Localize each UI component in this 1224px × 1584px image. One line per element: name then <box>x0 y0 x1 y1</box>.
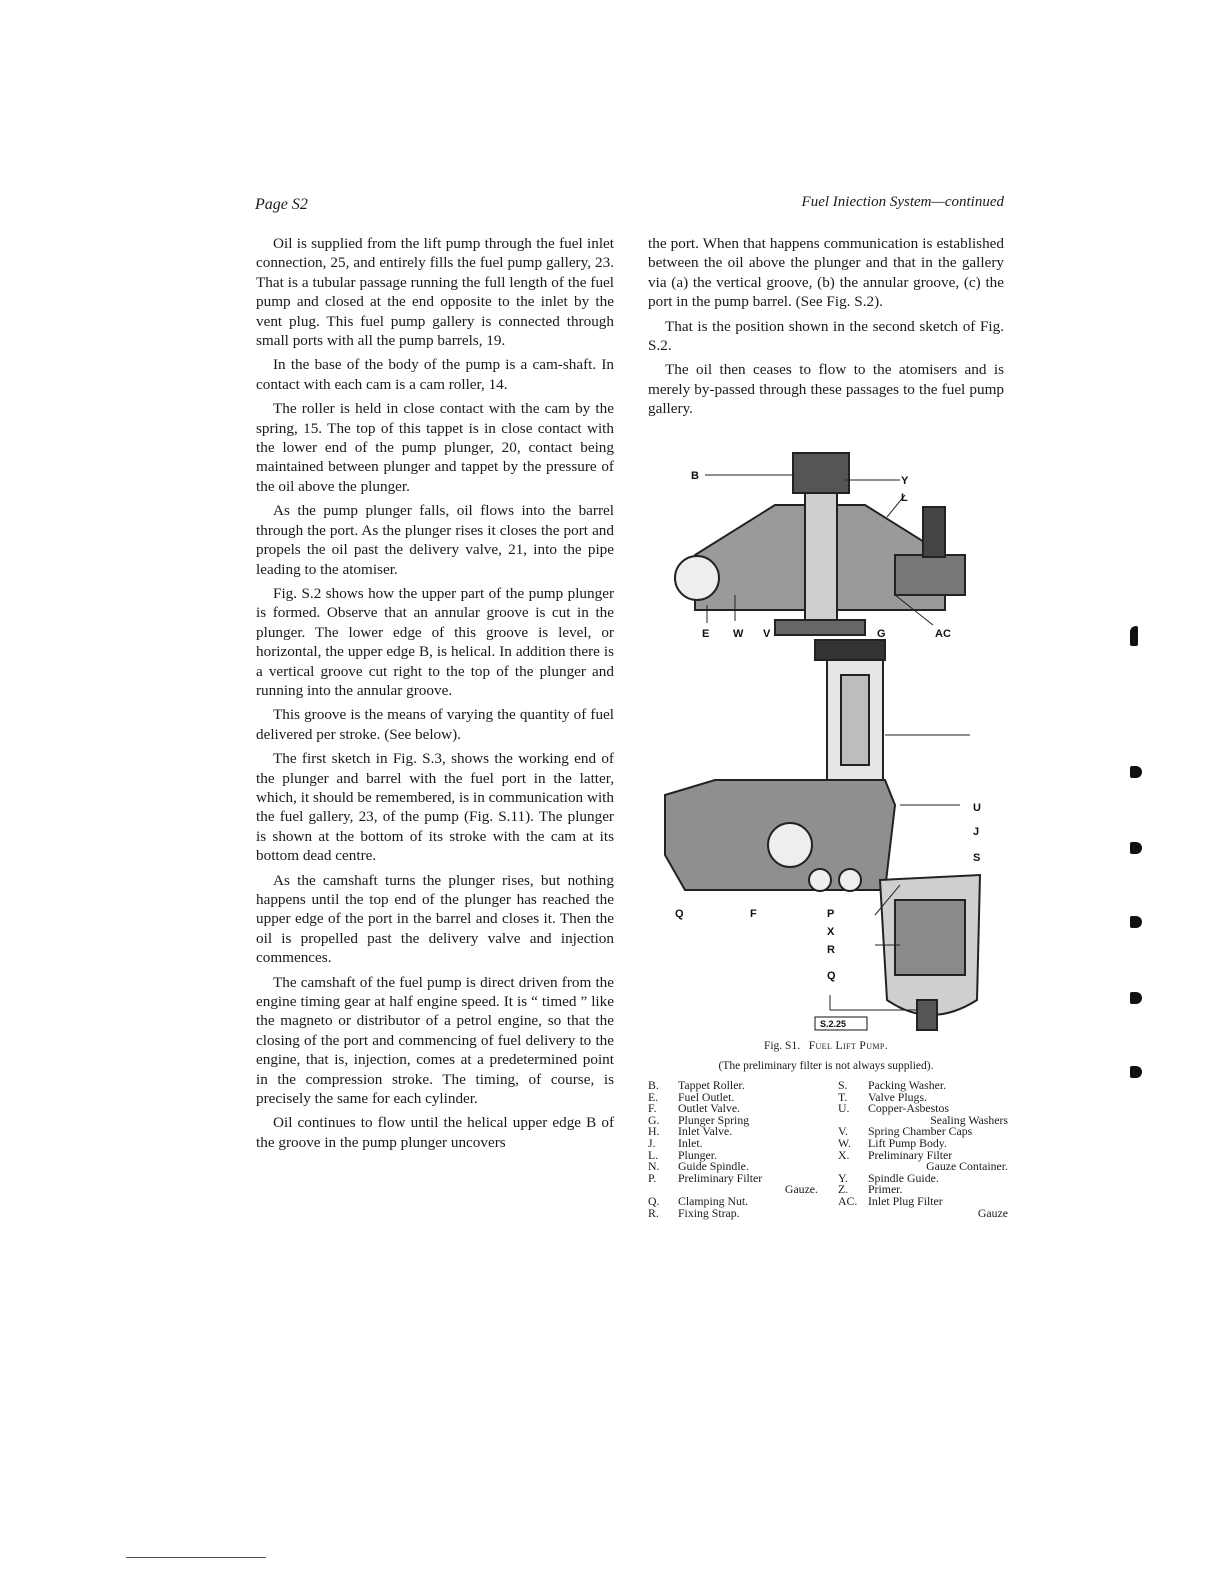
legend-value-text: Primer. <box>868 1182 903 1197</box>
figure-caption <box>648 1040 1004 1052</box>
legend-key: AC. <box>838 1193 858 1208</box>
legend-value-text: Copper-Asbestos <box>868 1101 950 1116</box>
legend-key: L. <box>648 1147 659 1162</box>
label-r: R <box>827 944 835 956</box>
legend-value <box>868 1103 1008 1126</box>
label-f: F <box>750 908 757 920</box>
legend-value-continuation: Gauze Container. <box>926 1159 1008 1174</box>
running-header: Fuel Iniection System—continued <box>801 194 1004 210</box>
inlet-fitting <box>923 507 945 557</box>
label-j: J <box>973 826 980 838</box>
filter-gauze <box>895 900 965 975</box>
paragraph: Oil continues to flow until the helical upper edge B of the groove in the pump plunger uncovers <box>256 1114 614 1151</box>
label-e: E <box>702 628 710 640</box>
paragraph: That is the position shown in the second sketch of Fig. S.2. <box>648 317 1004 355</box>
legend-value-text: Plunger. <box>678 1147 717 1162</box>
paragraph: the port. When that happens communication is established between the oil above the plunger and that in the gallery via (a) the vertical groove, (b) the annular groove, (c) the port in the pump barrel. (See Fig. S.2). <box>648 235 1004 311</box>
primer-cap <box>793 453 849 493</box>
body-port <box>768 823 812 867</box>
label-g: G <box>877 628 886 640</box>
legend-item <box>648 1126 818 1138</box>
scan-edge-mark <box>1130 842 1142 854</box>
paragraph: Oil is supplied from the lift pump through the fuel inlet connection, 25, and entirely fills the fuel pump gallery, 23. That is a tubular passage running the full length of the fuel pump and closed at the end opposite to the inlet by the vent plug. This fuel pump gallery is connected through small ports with all the pump barrels, 19. <box>256 235 614 350</box>
right-text-column <box>648 234 1004 424</box>
legend-value-text: Preliminary Filter <box>678 1170 763 1185</box>
legend-right <box>838 1080 1008 1238</box>
paragraph: The camshaft of the fuel pump is direct driven from the engine timing gear at half engine speed. It is “ timed ” like the magneto or distributor of a petrol engine, so that the closing of the port and commencing of fuel delivery to the engine, that is, injection, comes at a predetermined point in the compression stroke. The timing, of course, is precisely the same for each cylinder. <box>256 973 614 1108</box>
legend-value-text: Plunger Spring <box>678 1112 750 1127</box>
page-number: Page S2 <box>255 196 308 213</box>
legend-item <box>648 1170 818 1197</box>
label-y: Y <box>901 475 909 487</box>
legend-key: V. <box>838 1124 848 1139</box>
legend-value-text: Packing Washer. <box>868 1080 947 1092</box>
legend-key: N. <box>648 1159 660 1174</box>
legend-key: F. <box>648 1101 657 1116</box>
paragraph: In the base of the body of the pump is a cam-shaft. In contact with each cam is a cam roller, 14. <box>256 356 614 393</box>
legend-value-text: Valve Plugs. <box>868 1089 927 1104</box>
legend-key: X. <box>838 1147 850 1162</box>
legend-value-text: Fixing Strap. <box>678 1205 740 1220</box>
body-port <box>809 869 831 891</box>
legend-value-text: Tappet Roller. <box>678 1080 745 1092</box>
scan-edge-mark <box>1130 992 1142 1004</box>
inlet-plug <box>895 555 965 595</box>
legend-value <box>868 1147 1008 1174</box>
label-l: L <box>901 492 908 504</box>
legend-item <box>838 1147 1008 1174</box>
legend-value-continuation: Gauze <box>977 1205 1008 1220</box>
paragraph: The oil then ceases to flow to the atomisers and is merely by-passed through these passages to the fuel pump gallery. <box>648 361 1004 418</box>
paragraph: This groove is the means of varying the quantity of fuel delivered per stroke. (See below). <box>256 706 614 743</box>
label-q: Q <box>827 970 836 982</box>
legend-key: S. <box>838 1080 848 1092</box>
figure-number: Fig. S1. <box>763 1040 801 1052</box>
scan-edge-mark <box>1130 916 1142 928</box>
legend-value <box>678 1205 818 1220</box>
figure-title: Fuel Lift Pump. <box>808 1040 889 1052</box>
legend-item <box>648 1135 818 1150</box>
legend-value-text: Outlet Valve. <box>678 1101 741 1116</box>
footnote-rule <box>126 1557 266 1558</box>
legend-key: J. <box>648 1135 656 1150</box>
legend-key: Q. <box>648 1193 660 1208</box>
fuel-lift-pump-figure <box>655 445 985 1035</box>
legend-value-text: Lift Pump Body. <box>868 1135 947 1150</box>
paragraph: As the camshaft turns the plunger rises, but nothing happens until the top end of the plunger has reached the upper edge of the port in the barrel and closes it. Then the oil is propelled past the delivery valve and injection commences. <box>256 871 614 967</box>
legend-value-text: Inlet. <box>678 1135 703 1150</box>
figure-code: S.2.25 <box>820 1019 847 1029</box>
label-p: P <box>827 908 835 920</box>
left-text-column <box>256 234 614 1157</box>
legend-value <box>678 1170 818 1197</box>
legend-key: Y. <box>838 1170 848 1185</box>
scan-edge-mark <box>1130 1066 1142 1078</box>
legend-left <box>648 1080 818 1238</box>
legend-value-continuation: Gauze. <box>784 1182 818 1197</box>
legend-value-text: Spring Chamber Caps <box>868 1124 973 1139</box>
legend-item <box>648 1205 818 1220</box>
pump-diagram <box>655 445 985 1035</box>
plunger <box>805 493 837 633</box>
legend-value-text: Clamping Nut. <box>678 1193 749 1208</box>
legend-value-text: Spindle Guide. <box>868 1170 939 1185</box>
label-ac: AC <box>935 628 951 640</box>
legend-key: E. <box>648 1089 659 1104</box>
legend-value-continuation: Sealing Washers <box>930 1112 1008 1127</box>
paragraph: Fig. S.2 shows how the upper part of the pump plunger is formed. Observe that an annular groove is cut in the plunger. The lower edge of this groove is level, or horizontal, the upper edge B, is helical. In addition there is a vertical groove cut right to the top of the plunger and running into the annular groove. <box>256 584 614 699</box>
label-q-left: Q <box>675 908 684 920</box>
label-b: B <box>691 470 699 482</box>
legend-key: G. <box>648 1112 660 1127</box>
scan-edge-mark <box>1130 626 1138 646</box>
paragraph: The roller is held in close contact with the cam by the spring, 15. The top of this tappet is in close contact with the lower end of the pump plunger, 20, contact being maintained between plunger and tappet by the pressure of the oil above the plunger. <box>256 400 614 495</box>
guide-spindle-top <box>815 640 885 660</box>
legend-value <box>868 1193 1008 1220</box>
legend-item <box>648 1112 818 1127</box>
paragraph: The first sketch in Fig. S.3, shows the working end of the plunger and barrel with the fuel port in the latter, which, it should be remembered, is in communication with the fuel gallery, 23, of the pump (Fig. S.11). The plunger is shown at the bottom of its stroke with the cam at its bottom dead centre. <box>256 750 614 865</box>
legend-key: U. <box>838 1101 850 1116</box>
label-s: S <box>973 852 981 864</box>
label-u: U <box>973 802 981 814</box>
spring-chamber-cap <box>775 620 865 635</box>
fuel-outlet <box>675 556 719 600</box>
legend-item <box>838 1103 1008 1126</box>
body-port <box>839 869 861 891</box>
label-v: V <box>763 628 771 640</box>
legend-key: H. <box>648 1124 660 1139</box>
legend-value-text: Inlet Plug Filter <box>868 1193 943 1208</box>
legend-key: P. <box>648 1170 657 1185</box>
legend-value-text: Preliminary Filter <box>868 1147 953 1162</box>
figure-note: (The preliminary filter is not always supplied). <box>718 1060 934 1072</box>
legend-key: W. <box>838 1135 852 1150</box>
legend-item <box>838 1170 1008 1185</box>
paragraph: As the pump plunger falls, oil flows into the barrel through the port. As the plunger rises it closes the port and propels the oil past the delivery valve, 21, into the pipe leading to the atomiser. <box>256 502 614 578</box>
clamping-nut <box>917 1000 937 1030</box>
scan-edge-mark <box>1130 766 1142 778</box>
legend-key: T. <box>838 1089 848 1104</box>
label-x: X <box>827 926 835 938</box>
label-w: W <box>733 628 744 640</box>
cylinder-bore <box>841 675 869 765</box>
legend-item <box>838 1193 1008 1220</box>
legend-value-text: Inlet Valve. <box>678 1124 733 1139</box>
legend-value-text: Guide Spindle. <box>678 1159 749 1174</box>
legend-key: B. <box>648 1080 659 1092</box>
legend-key: Z. <box>838 1182 849 1197</box>
legend-value-text: Fuel Outlet. <box>678 1089 735 1104</box>
legend-key: R. <box>648 1205 659 1220</box>
